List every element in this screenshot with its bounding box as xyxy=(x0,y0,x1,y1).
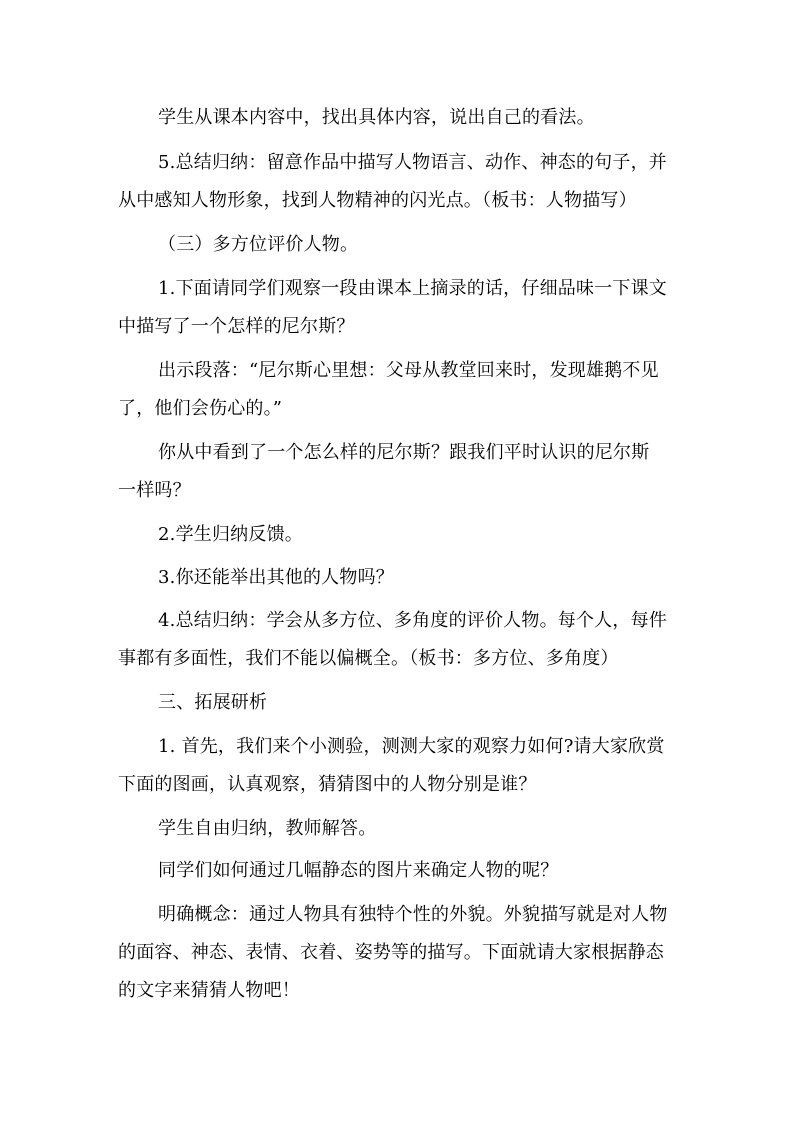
paragraph-8: 3.你还能举出其他的人物吗？ xyxy=(158,567,394,588)
paragraph-14-line-3: 的文字来猜猜人物吧！ xyxy=(118,980,300,1001)
paragraph-4-line-1: 1.下面请同学们观察一段由课本上摘录的话，仔细品味一下课文 xyxy=(158,278,667,299)
paragraph-5-line-2: 了，他们会伤心的。” xyxy=(118,398,283,419)
paragraph-6-line-2: 一样吗？ xyxy=(118,480,191,501)
paragraph-5-line-1: 出示段落：“尼尔斯心里想：父母从教堂回来时，发现雄鹅不见 xyxy=(158,360,659,381)
section-heading-3: （三）多方位评价人物。 xyxy=(158,234,359,255)
paragraph-4-line-2: 中描写了一个怎样的尼尔斯？ xyxy=(118,316,355,337)
paragraph-11-line-2: 下面的图画，认真观察，猜猜图中的人物分别是谁？ xyxy=(118,774,537,795)
paragraph-13: 同学们如何通过几幅静态的图片来确定人物的呢？ xyxy=(158,860,559,881)
paragraph-14-line-2: 的面容、神态、表情、衣着、姿势等的描写。下面就请大家根据静态 xyxy=(118,942,664,963)
section-heading-expand: 三、拓展研析 xyxy=(158,692,268,713)
paragraph-14-line-1: 明确概念：通过人物具有独特个性的外貌。外貌描写就是对人物 xyxy=(158,904,668,925)
paragraph-7: 2.学生归纳反馈。 xyxy=(158,524,303,545)
paragraph-6-line-1: 你从中看到了一个怎么样的尼尔斯？跟我们平时认识的尼尔斯 xyxy=(158,442,650,463)
paragraph-2-line-2: 从中感知人物形象，找到人物精神的闪光点。（板书：人物描写） xyxy=(118,190,637,211)
paragraph-9-line-1: 4.总结归纳：学会从多方位、多角度的评价人物。每个人，每件 xyxy=(158,610,667,631)
paragraph-11-line-1: 1. 首先，我们来个小测验，测测大家的观察力如何?请大家欣赏 xyxy=(158,736,665,757)
paragraph-1-line-1: 学生从课本内容中，找出具体内容，说出自己的看法。 xyxy=(158,107,595,128)
paragraph-2-line-1: 5.总结归纳：留意作品中描写人物语言、动作、神态的句子，并 xyxy=(158,152,667,173)
paragraph-12: 学生自由归纳，教师解答。 xyxy=(158,818,377,839)
paragraph-9-line-2: 事都有多面性，我们不能以偏概全。（板书：多方位、多角度） xyxy=(118,648,619,669)
